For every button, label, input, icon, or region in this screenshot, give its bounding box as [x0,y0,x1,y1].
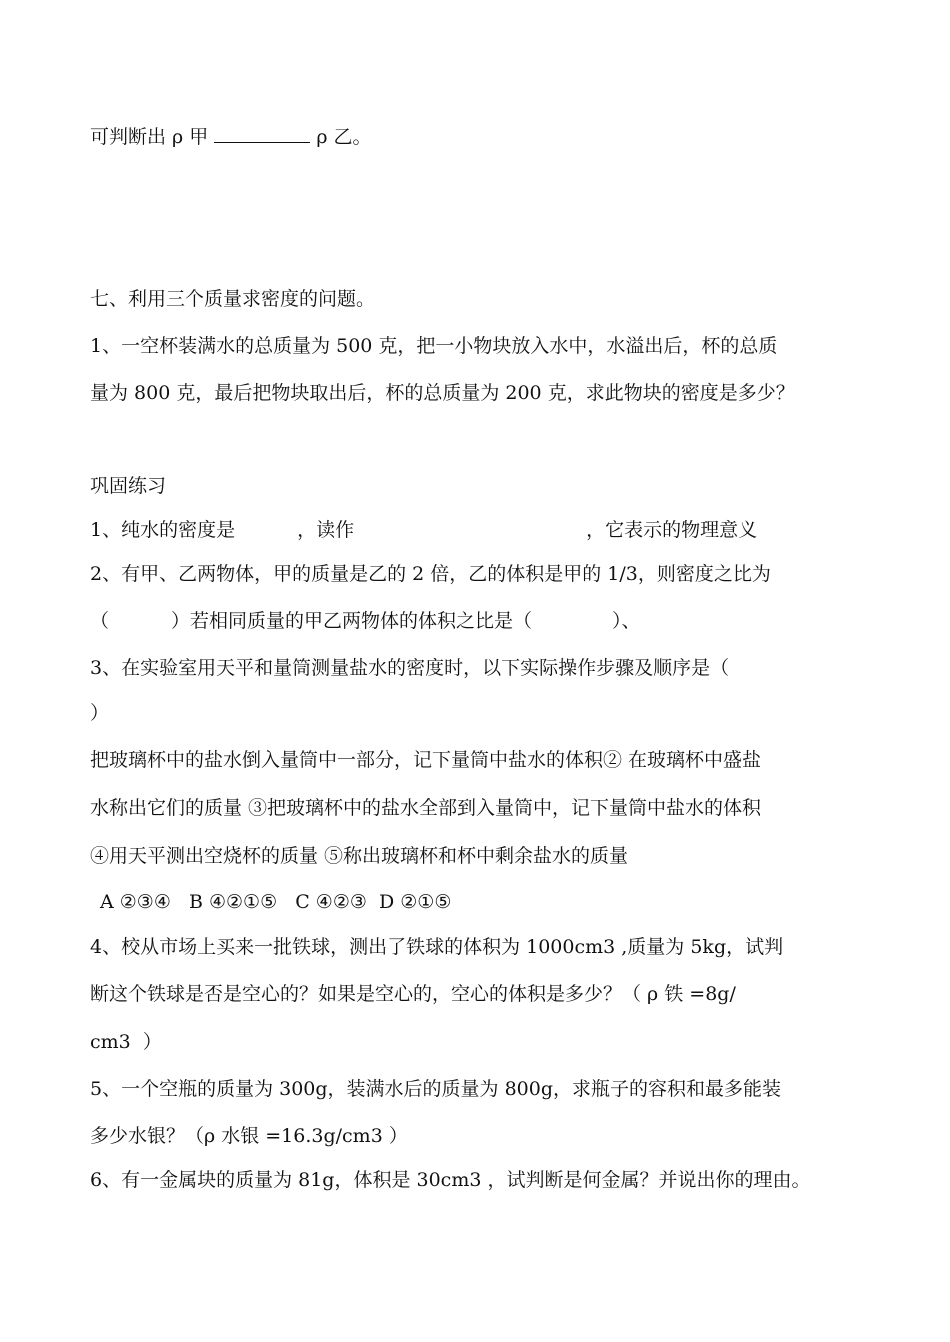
practice-3-line-5: ④用天平测出空烧杯的质量 ⑤称出玻璃杯和杯中剩余盐水的质量 [90,845,629,867]
answer-blank [214,128,310,143]
question-1-line-2: 量为 800 克，最后把物块取出后，杯的总质量为 200 克，求此物块的密度是多少？ [90,382,795,404]
practice-3-line-1: 3、在实验室用天平和量筒测量盐水的密度时，以下实际操作步骤及顺序是（ [90,657,730,679]
text-segment: ，读作 [297,519,355,541]
text-segment: ，它表示的物理意义 [586,519,758,541]
practice-6-line-1: 6、有一金属块的质量为 81g，体积是 30cm3 ，试判断是何金属？并说出你的理由。 [90,1169,811,1191]
practice-2-line-2 [90,612,641,631]
practice-2-line-1: 2、有甲、乙两物体，甲的质量是乙的 2 倍，乙的体积是甲的 1/3，则密度之比为 [90,563,771,585]
practice-3-line-2: ） [90,702,110,724]
practice-3-line-4: 水称出它们的质量 ③把玻璃杯中的盐水全部到入量筒中，记下量筒中盐水的体积 [90,797,762,819]
text-segment: ）、 [612,610,641,632]
practice-5-line-2: 多少水银？（ρ 水银 =16.3g/cm3 ） [90,1125,408,1147]
text-segment: （ [90,610,110,632]
practice-4-line-3: cm3 ） [90,1031,162,1053]
text-segment: ）若相同质量的甲乙两物体的体积之比是（ [171,610,533,632]
practice-3-options: A ②③④ B ④②①⑤ C ④②③ D ②①⑤ [100,891,452,913]
text-segment: ρ 乙。 [316,126,372,148]
practice-1 [90,521,757,540]
practice-4-line-1: 4、校从市场上买来一批铁球，测出了铁球的体积为 1000cm3 ,质量为 5kg，试判 [90,936,784,958]
question-1-line-1: 1、一空杯装满水的总质量为 500 克，把一小物块放入水中，水溢出后，杯的总质 [90,335,778,357]
text-segment: 可判断出 ρ 甲 [90,126,209,148]
practice-3-line-3: 把玻璃杯中的盐水倒入量筒中一部分，记下量筒中盐水的体积② 在玻璃杯中盛盐 [90,749,762,771]
section-title: 七、利用三个质量求密度的问题。 [90,288,376,310]
practice-title: 巩固练习 [90,475,167,497]
practice-5-line-1: 5、一个空瓶的质量为 300g，装满水后的质量为 800g，求瓶子的容积和最多能装 [90,1078,782,1100]
line-compare-density [90,128,372,147]
text-segment: 1、纯水的密度是 [90,519,236,541]
practice-4-line-2: 断这个铁球是否是空心的？如果是空心的，空心的体积是多少？（ ρ 铁 =8g/ [90,983,736,1005]
